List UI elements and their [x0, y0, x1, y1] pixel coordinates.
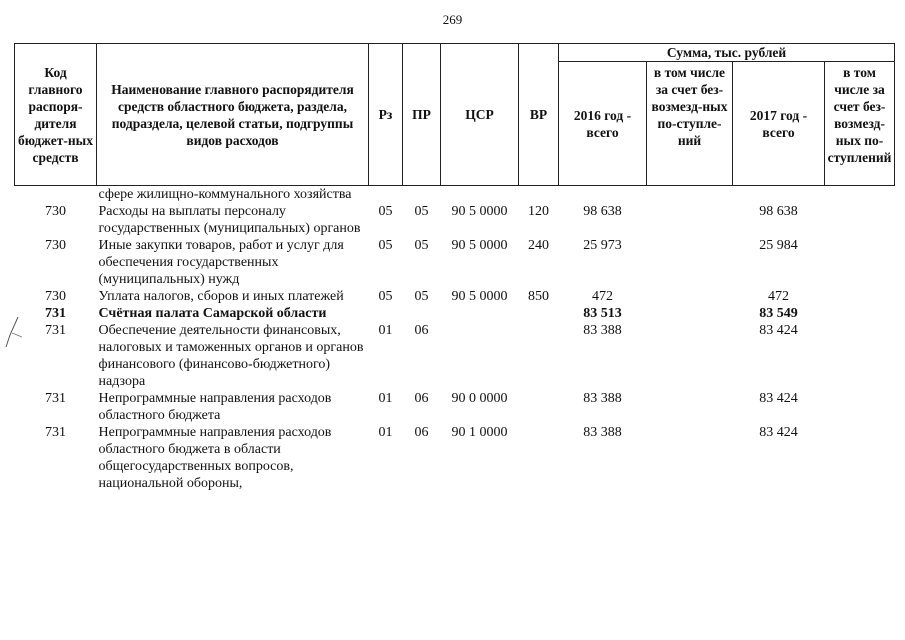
- cell-csr: [441, 305, 519, 322]
- cell-code: 730: [45, 204, 66, 219]
- cell-vr: [519, 305, 559, 322]
- header-sum: Сумма, тыс. рублей: [559, 44, 895, 62]
- cell-name: Расходы на выплаты персоналу государственных (муниципальных) органов: [98, 204, 361, 236]
- table-row: [15, 305, 895, 322]
- cell-csr: [441, 322, 519, 390]
- cell-pr: 06: [414, 391, 429, 406]
- table-row: [15, 390, 895, 424]
- cell-name: Обеспечение деятельности финансовых, налоговых и таможенных органов и органов финансового (финансово-бюджетного) надзора: [98, 323, 364, 389]
- cell-2016-free: [647, 322, 733, 390]
- cell-2016-free: [647, 237, 733, 288]
- cell-2017-total: 83 424: [759, 391, 798, 406]
- cell-2016-free: [647, 203, 733, 237]
- cell-code: 731: [45, 391, 66, 406]
- cell-pr: 05: [414, 238, 429, 253]
- cell-rz: [369, 186, 403, 204]
- cell-2017-total: 83 549: [759, 306, 798, 321]
- cell-rz: 05: [378, 238, 393, 253]
- header-code: Код главного распоря-дителя бюджет-ных средств: [15, 44, 97, 186]
- table-row: [15, 186, 895, 204]
- cell-vr: 850: [528, 289, 549, 304]
- cell-2016-total: 83 388: [583, 391, 622, 406]
- cell-pr: [403, 305, 441, 322]
- cell-2016-total: [559, 186, 647, 204]
- cell-pr: 06: [414, 323, 429, 338]
- cell-code: 731: [45, 306, 66, 321]
- cell-name: Непрограммные направления расходов областного бюджета: [98, 391, 332, 423]
- table-row: [15, 203, 895, 237]
- cell-2017-total: 25 984: [759, 238, 798, 253]
- header-vr: ВР: [519, 44, 559, 186]
- header-rz: Рз: [369, 44, 403, 186]
- cell-pr: [403, 186, 441, 204]
- cell-name: Уплата налогов, сборов и иных платежей: [98, 289, 344, 304]
- cell-pr: 05: [414, 204, 429, 219]
- cell-csr: 90 5 0000: [451, 204, 508, 219]
- page-number: 269: [442, 12, 463, 27]
- cell-rz: 01: [378, 391, 393, 406]
- cell-code: 730: [45, 238, 66, 253]
- cell-2017-total: 83 424: [759, 323, 798, 338]
- cell-2017-free: [825, 186, 895, 204]
- cell-code: 731: [45, 425, 66, 440]
- cell-2016-free: [647, 305, 733, 322]
- cell-rz: 01: [378, 425, 393, 440]
- cell-name: Непрограммные направления расходов областного бюджета в области общегосударственных вопросов, национальной обороны,: [98, 425, 332, 491]
- header-name: Наименование главного распорядителя средств областного бюджета, раздела, подраздела, целевой статьи, подгруппы видов расходов: [97, 44, 369, 186]
- cell-2017-free: [825, 203, 895, 237]
- cell-csr: 90 5 0000: [451, 238, 508, 253]
- cell-2016-total: 98 638: [583, 204, 622, 219]
- cell-2016-free: [647, 288, 733, 305]
- table-row: [15, 424, 895, 492]
- header-pr: ПР: [403, 44, 441, 186]
- cell-2017-free: [825, 322, 895, 390]
- cell-2016-total: 25 973: [583, 238, 622, 253]
- header-2016-free: в том числе за счет без-возмезд-ных по-ступле-ний: [647, 62, 733, 186]
- cell-rz: 05: [378, 289, 393, 304]
- cell-vr: [519, 186, 559, 204]
- cell-2016-free: [647, 390, 733, 424]
- header-2016-total: 2016 год - всего: [559, 62, 647, 186]
- cell-2016-total: 83 513: [583, 306, 622, 321]
- cell-2017-free: [825, 237, 895, 288]
- table-body: [15, 186, 895, 493]
- cell-pr: 06: [414, 425, 429, 440]
- cell-2017-total: 83 424: [759, 425, 798, 440]
- cell-csr: [441, 186, 519, 204]
- table-row: [15, 288, 895, 305]
- cell-2017-free: [825, 288, 895, 305]
- cell-name: сфере жилищно-коммунального хозяйства: [98, 187, 352, 202]
- cell-name: Иные закупки товаров, работ и услуг для обеспечения государственных (муниципальных) нужд: [98, 238, 344, 287]
- cell-2017-free: [825, 390, 895, 424]
- cell-code: 730: [45, 289, 66, 304]
- cell-vr: [519, 424, 559, 492]
- table-header: [15, 44, 895, 186]
- cell-vr: [519, 322, 559, 390]
- cell-csr: 90 0 0000: [451, 391, 508, 406]
- cell-2017-total: 98 638: [759, 204, 798, 219]
- cell-rz: 01: [378, 323, 393, 338]
- cell-vr: [519, 390, 559, 424]
- cell-vr: 240: [528, 238, 549, 253]
- cell-rz: [369, 305, 403, 322]
- margin-pen-mark: [4, 315, 24, 349]
- budget-table: [14, 43, 895, 492]
- cell-2017-free: [825, 424, 895, 492]
- cell-pr: 05: [414, 289, 429, 304]
- cell-2016-total: 472: [592, 289, 613, 304]
- table-row: [15, 237, 895, 288]
- cell-code: [15, 186, 97, 204]
- header-csr: ЦСР: [441, 44, 519, 186]
- header-2017-free: в том числе за счет без-возмезд-ных по-ступлений: [825, 62, 895, 186]
- cell-csr: 90 1 0000: [451, 425, 508, 440]
- cell-2016-free: [647, 424, 733, 492]
- header-2017-total: 2017 год - всего: [733, 62, 825, 186]
- cell-code: 731: [45, 323, 66, 338]
- cell-vr: 120: [528, 204, 549, 219]
- table-row: [15, 322, 895, 390]
- cell-2017-total: [733, 186, 825, 204]
- cell-2016-free: [647, 186, 733, 204]
- cell-rz: 05: [378, 204, 393, 219]
- cell-2016-total: 83 388: [583, 425, 622, 440]
- cell-2017-total: 472: [768, 289, 789, 304]
- cell-csr: 90 5 0000: [451, 289, 508, 304]
- cell-2016-total: 83 388: [583, 323, 622, 338]
- cell-2017-free: [825, 305, 895, 322]
- cell-name: Счётная палата Самарской области: [98, 306, 327, 321]
